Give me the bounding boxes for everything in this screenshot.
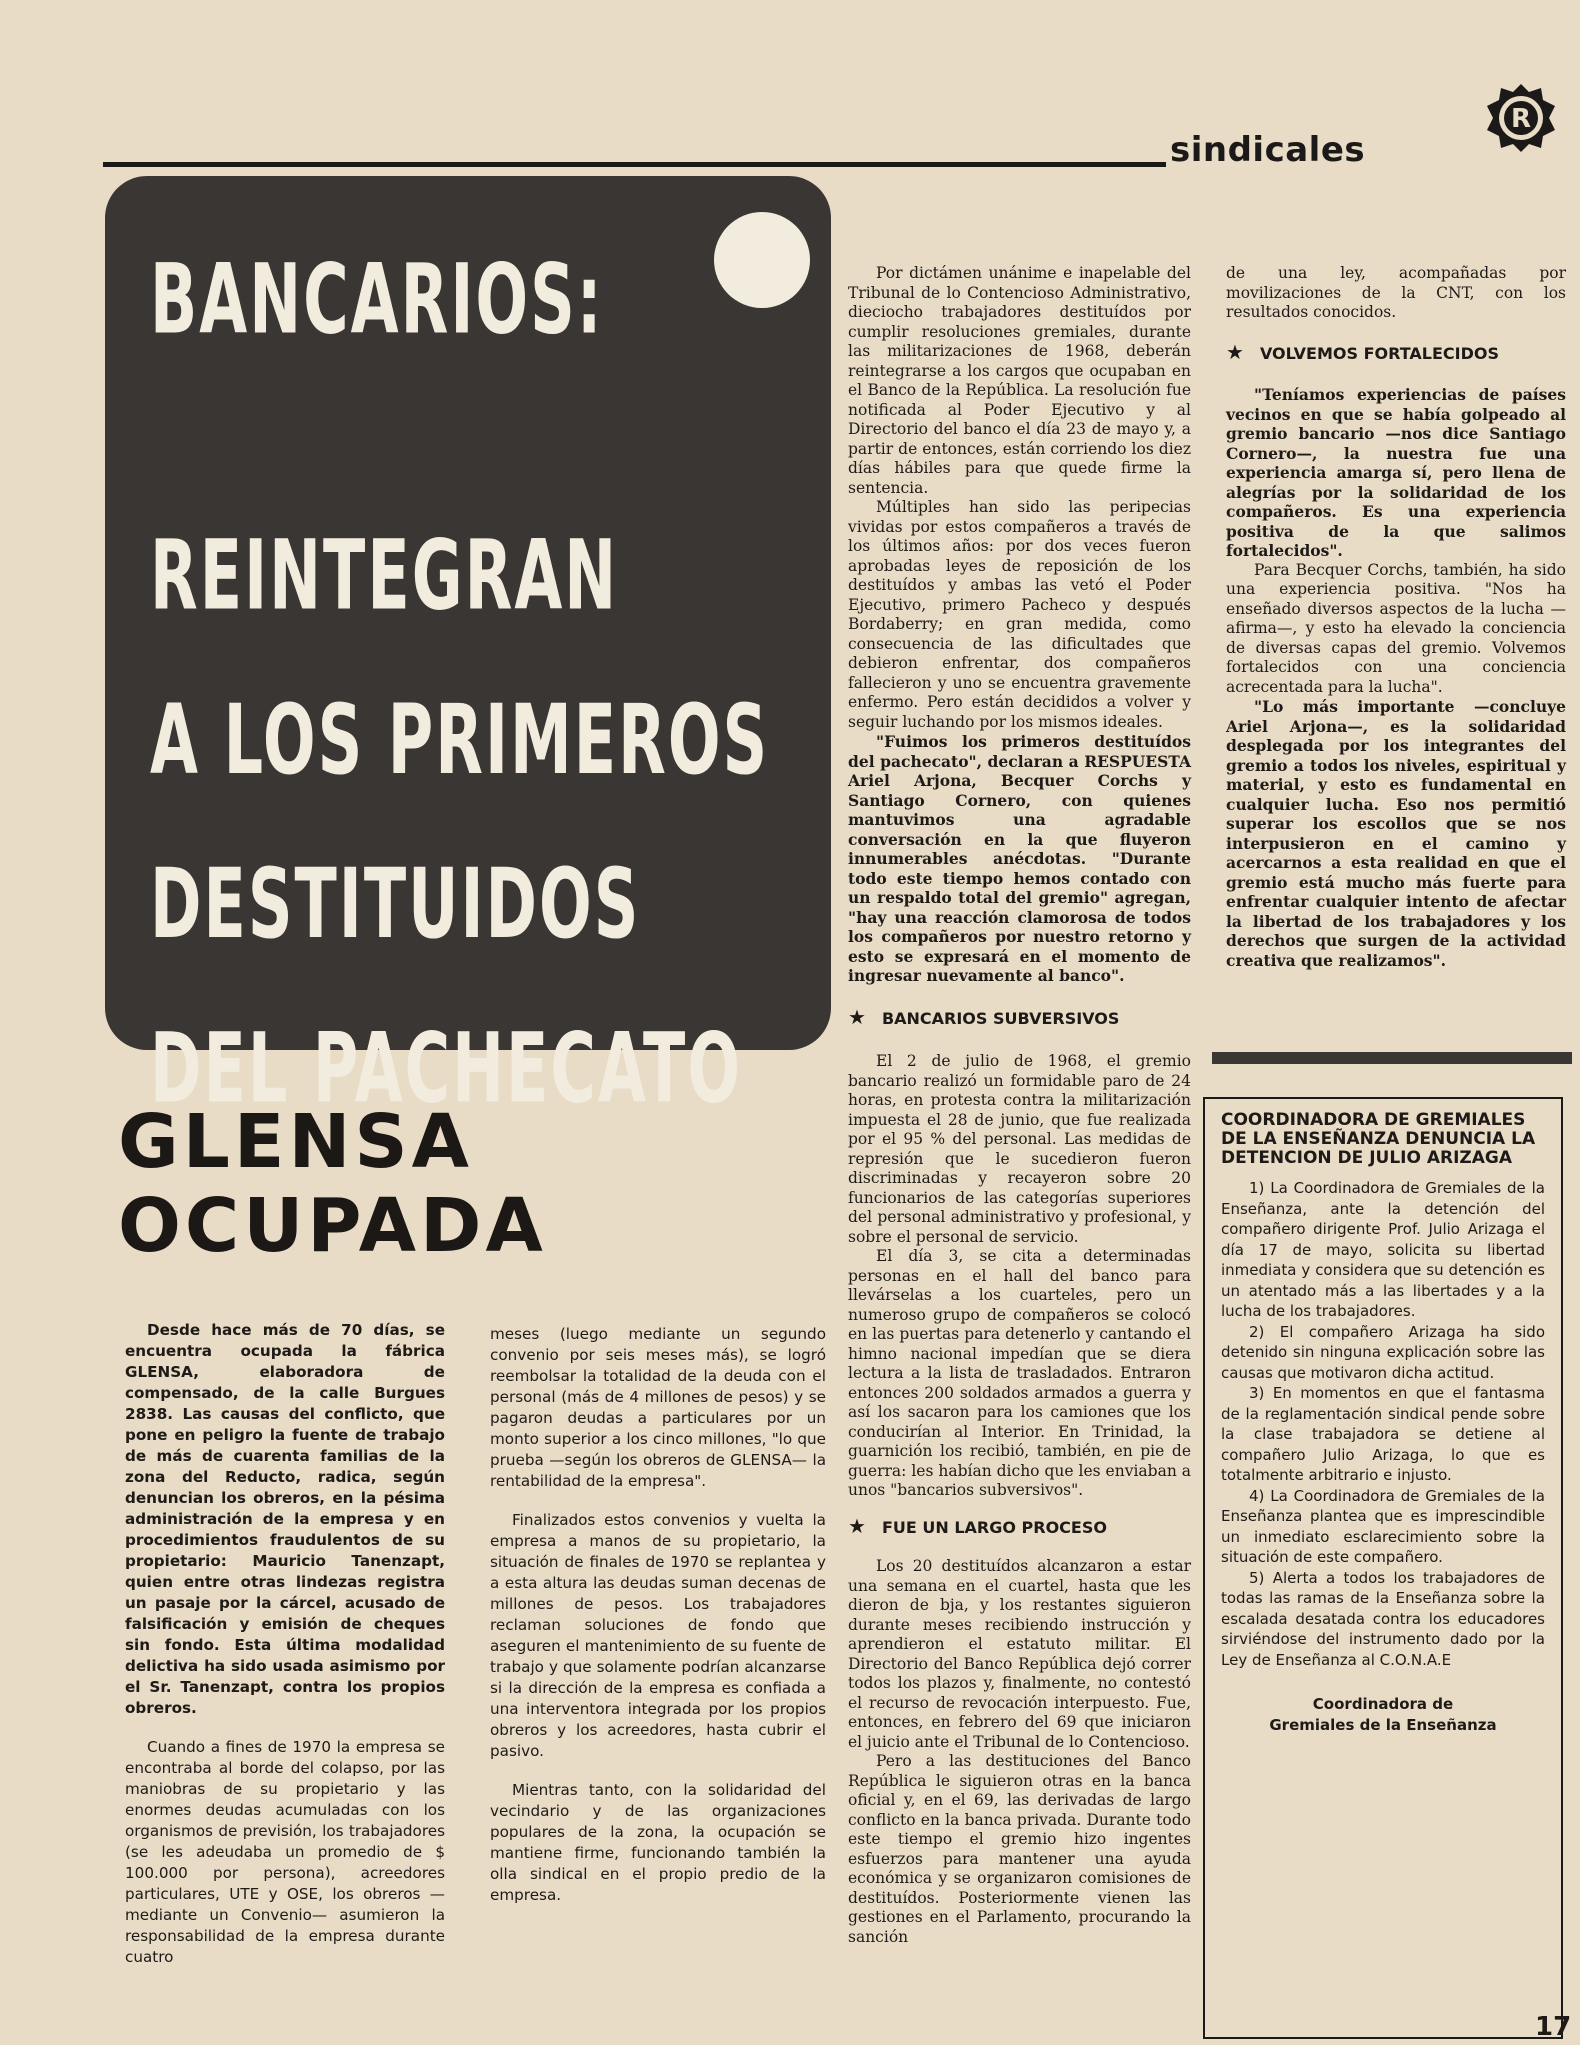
headline-line: BANCARIOS: [150,242,604,356]
notice-item: 5) Alerta a todos los trabajadores de todas las ramas de la Enseñanza sobre la escalada desatada contra los educadores sirviéndose del instrumento dado por la Ley de Enseñanza al C.O.N.A.E [1221,1568,1545,1669]
headline-line: DESTITUIDOS [150,847,641,961]
paragraph: Pero a las destituciones del Banco República le siguieron otras en la banca oficial y, en el 69, las derivadas de largo conflicto en la banca privada. Durante todo este tiempo el gremio hizo ingentes esfuerzos para mantener una ayuda económica y se organizaron comisiones de destituídos. Posteriormente vienen las gestiones en el Parlamento, procurando la sanción [848,1752,1191,1946]
glensa-headline [118,1100,678,1268]
svg-text:R: R [1510,104,1532,134]
paragraph: "Teníamos experiencias de países vecinos en que se había golpeado al gremio bancario —nos dice Santiago Cornero—, la nuestra fue una experiencia amarga sí, pero llena de alegrías por la solidaridad de los compañeros. Es una experiencia positiva de la que salimos fortalecidos". [1226,385,1566,560]
paragraph: Cuando a fines de 1970 la empresa se encontraba al borde del colapso, por las maniobras de su propietario y las enormes deudas acumuladas con los organismos de previsión, los trabajadores (se les adeudaba un promedio de $ 100.000 por persona), acreedores particulares, UTE y OSE, los obreros —mediante un Convenio— asumieron la responsabilidad de la empresa durante cuatro [125,1738,445,1966]
glensa-column-2 [490,1324,826,1924]
subhead: ★ VOLVEMOS FORTALECIDOS [1226,339,1499,364]
paragraph: Mientras tanto, con la solidaridad del vecindario y de las organizaciones populares de la zona, la ocupación se mantiene firme, funcionando también la olla sindical en el propio predio de la empresa. [490,1781,826,1904]
star-icon: ★ [848,1513,866,1538]
notice-item: 2) El compañero Arizaga ha sido detenido sin ninguna explicación sobre las causas que motivaron dicha actitud. [1221,1322,1545,1382]
section-label: sindicales [1170,130,1366,170]
paragraph: El 2 de julio de 1968, el gremio bancario realizó un formidable paro de 24 horas, en protesta contra la militarización impuesta el 28 de junio, que fue realizada por el 95 % del personal. Las medidas de represión que le sucedieron fueron discriminadas y recayeron sobre 20 funcionarios de las categorías superiores del personal administrativo y profesional, y sobre el personal de servicio. [848,1052,1191,1246]
subhead: ★ FUE UN LARGO PROCESO [848,1513,1107,1538]
header-rule [103,162,1166,167]
subhead: ★ BANCARIOS SUBVERSIVOS [848,1004,1120,1029]
star-icon: ★ [1226,339,1244,364]
paragraph: "Fuimos los primeros destituídos del pachecato", declaran a RESPUESTA Ariel Arjona, Becquer Corchs y Santiago Cornero, con quienes mantuvimos una agradable conversación en la que fluyeron innumerables anécdotas. "Durante todo este tiempo hemos contado con un respaldo total del gremio" agregan, "hay una reacción clamorosa de todos los compañeros por nuestro retorno y esto se expresará en el momento de ingresar nuevamente al banco". [848,732,1191,985]
headline-line: A LOS PRIMEROS [150,683,770,797]
article-column-1 [848,264,1191,1947]
glensa-column-1 [125,1320,445,1986]
headline-line: GLENSA [118,1099,473,1185]
page-number: 17 [1535,2012,1572,2042]
article-column-2 [1226,264,1566,970]
notice-title: COORDINADORA DE GREMIALES DE LA ENSEÑANZA DENUNCIA LA DETENCION DE JULIO ARIZAGA [1221,1110,1536,1168]
paragraph: "Lo más importante —concluye Ariel Arjona—, es la solidaridad desplegada por los integrantes del gremio a todos los niveles, espiritual y material, y esto es fundamental en cualquier lucha. Eso nos permitió superar los escollos que se nos interpusieron en el camino y acercarnos a esta realidad en que el gremio está mucho más fuerte para enfrentar cualquier intento de afectar la libertad de los trabajadores y los derechos que surgen de la actividad creativa que realizamos". [1226,697,1566,970]
paragraph: Los 20 destituídos alcanzaron a estar una semana en el cuartel, hasta que les dieron de bja, y los restantes siguieron durante meses recibiendo instrucción y aprendieron el estatuto militar. El Directorio del Banco República dejó correr todos los plazos y, finalmente, no contestó el recurso de revocación interpuesto. Fue, entonces, en febrero del 69 que iniciaron el juicio ante el Tribunal de lo Contencioso. [848,1557,1191,1751]
magazine-logo-icon [1485,82,1557,154]
paragraph: meses (luego mediante un segundo convenio por seis meses más), se logró reembolsar la totalidad de la deuda con el personal (más de 4 millones de pesos) y se pagaron deudas a particulares por un monto superior a los cinco millones, "lo que prueba —según los obreros de GLENSA— la rentabilidad de la empresa". [490,1325,826,1490]
notice-box [1203,1097,1563,2039]
paragraph: Múltiples han sido las peripecias vividas por estos compañeros a través de los últimos años: por dos veces fueron aprobadas leyes de reposición de los destituídos y ambas las vetó el Poder Ejecutivo, primero Pacheco y después Bordaberry; en gran medida, como consecuencia de las dificultades que debieron enfrentar, dos compañeros fallecieron y uno se encuentra gravemente enfermo. Pero están decididos a volver y seguir luchando por los mismos ideales. [848,498,1191,731]
paragraph: Por dictámen unánime e inapelable del Tribunal de lo Contencioso Administrativo, dieciocho trabajadores destituídos por cumplir resoluciones gremiales, durante las militarizaciones de 1968, deberán reintegrarse a los cargos que ocupaban en el Banco de la República. La resolución fue notificada al Poder Ejecutivo y al Directorio del banco el día 23 de mayo y, a partir de entonces, están corriendo los diez días hábiles para que quede firme la sentencia. [848,264,1191,497]
headline-line: OCUPADA [118,1183,547,1269]
notice-body [1221,1178,1545,1670]
paragraph: Finalizados estos convenios y vuelta la empresa a manos de su propietario, la situación de finales de 1970 se replantea y a esta altura las deudas suman decenas de millones de pesos. Los trabajadores reclaman soluciones de fondo que aseguren el mantenimiento de su fuente de trabajo y que solamente podrían alcanzarse si la dirección de la empresa es confiada a una interventora integrada por los propios obreros y los acreedores, hasta cubrir el pasivo. [490,1511,826,1760]
headline-line: DEL PACHECATO [150,1011,743,1125]
main-headline [150,218,810,1151]
box-divider-rule [1212,1052,1572,1064]
paragraph: Desde hace más de 70 días, se encuentra ocupada la fábrica GLENSA, elaboradora de compensado, de la calle Burgues 2838. Las causas del conflicto, que pone en peligro la fuente de trabajo de más de cuarenta familias de la zona del Reducto, radica, según denuncian los obreros, en la pésima administración de la empresa y en procedimientos fraudulentos de su propietario: Mauricio Tanenzapt, quien entre otras lindezas registra un pasaje por la cárcel, acusado de falsificación y emisión de cheques sin fondo. Esta última modalidad delictiva ha sido usada asimismo por el Sr. Tanenzapt, contra los propios obreros. [125,1321,445,1717]
paragraph: Para Becquer Corchs, también, ha sido una experiencia positiva. "Nos ha enseñado diversos aspectos de la lucha —afirma—, y esto ha elevado la conciencia de diversas capas del gremio. Volvemos fortalecidos con una conciencia acrecentada para la lucha". [1226,560,1566,696]
notice-item: 3) En momentos en que el fantasma de la reglamentación sindical pende sobre la clase trabajadora se detiene al compañero Julio Arizaga, lo que es totalmente arbitrario e injusto. [1221,1384,1545,1484]
notice-signature: Coordinadora de Gremiales de la Enseñanza [1269,1695,1497,1734]
paragraph: de una ley, acompañadas por movilizaciones de la CNT, con los resultados conocidos. [1226,264,1566,321]
star-icon: ★ [848,1004,866,1029]
headline-line: REINTEGRAN [150,518,619,632]
paragraph: El día 3, se cita a determinadas personas en el hall del banco para llevárselas a los cuarteles, pero un numeroso grupo de compañeros se colocó en las puertas para detenerlo y cantando el himno nacional impedían que se diera lectura a la lista de trasladados. Entraron entonces 200 soldados armados a guerra y así los sacaron para los camiones que los conducirían al Interior. En Trinidad, la guarnición los recibió, también, en pie de guerra: les habían dicho que les enviaban a unos "bancarios subversivos". [848,1247,1191,1499]
notice-item: 4) La Coordinadora de Gremiales de la Enseñanza plantea que es imprescindible un inmediato esclarecimiento sobre la situación de este compañero. [1221,1486,1545,1566]
notice-item: 1) La Coordinadora de Gremiales de la Enseñanza, ante la detención del compañero dirigente Prof. Julio Arizaga el día 17 de mayo, solicita su libertad inmediata y considera que su detención es un atentado más a las libertades y a la lucha de los trabajadores. [1221,1179,1545,1320]
